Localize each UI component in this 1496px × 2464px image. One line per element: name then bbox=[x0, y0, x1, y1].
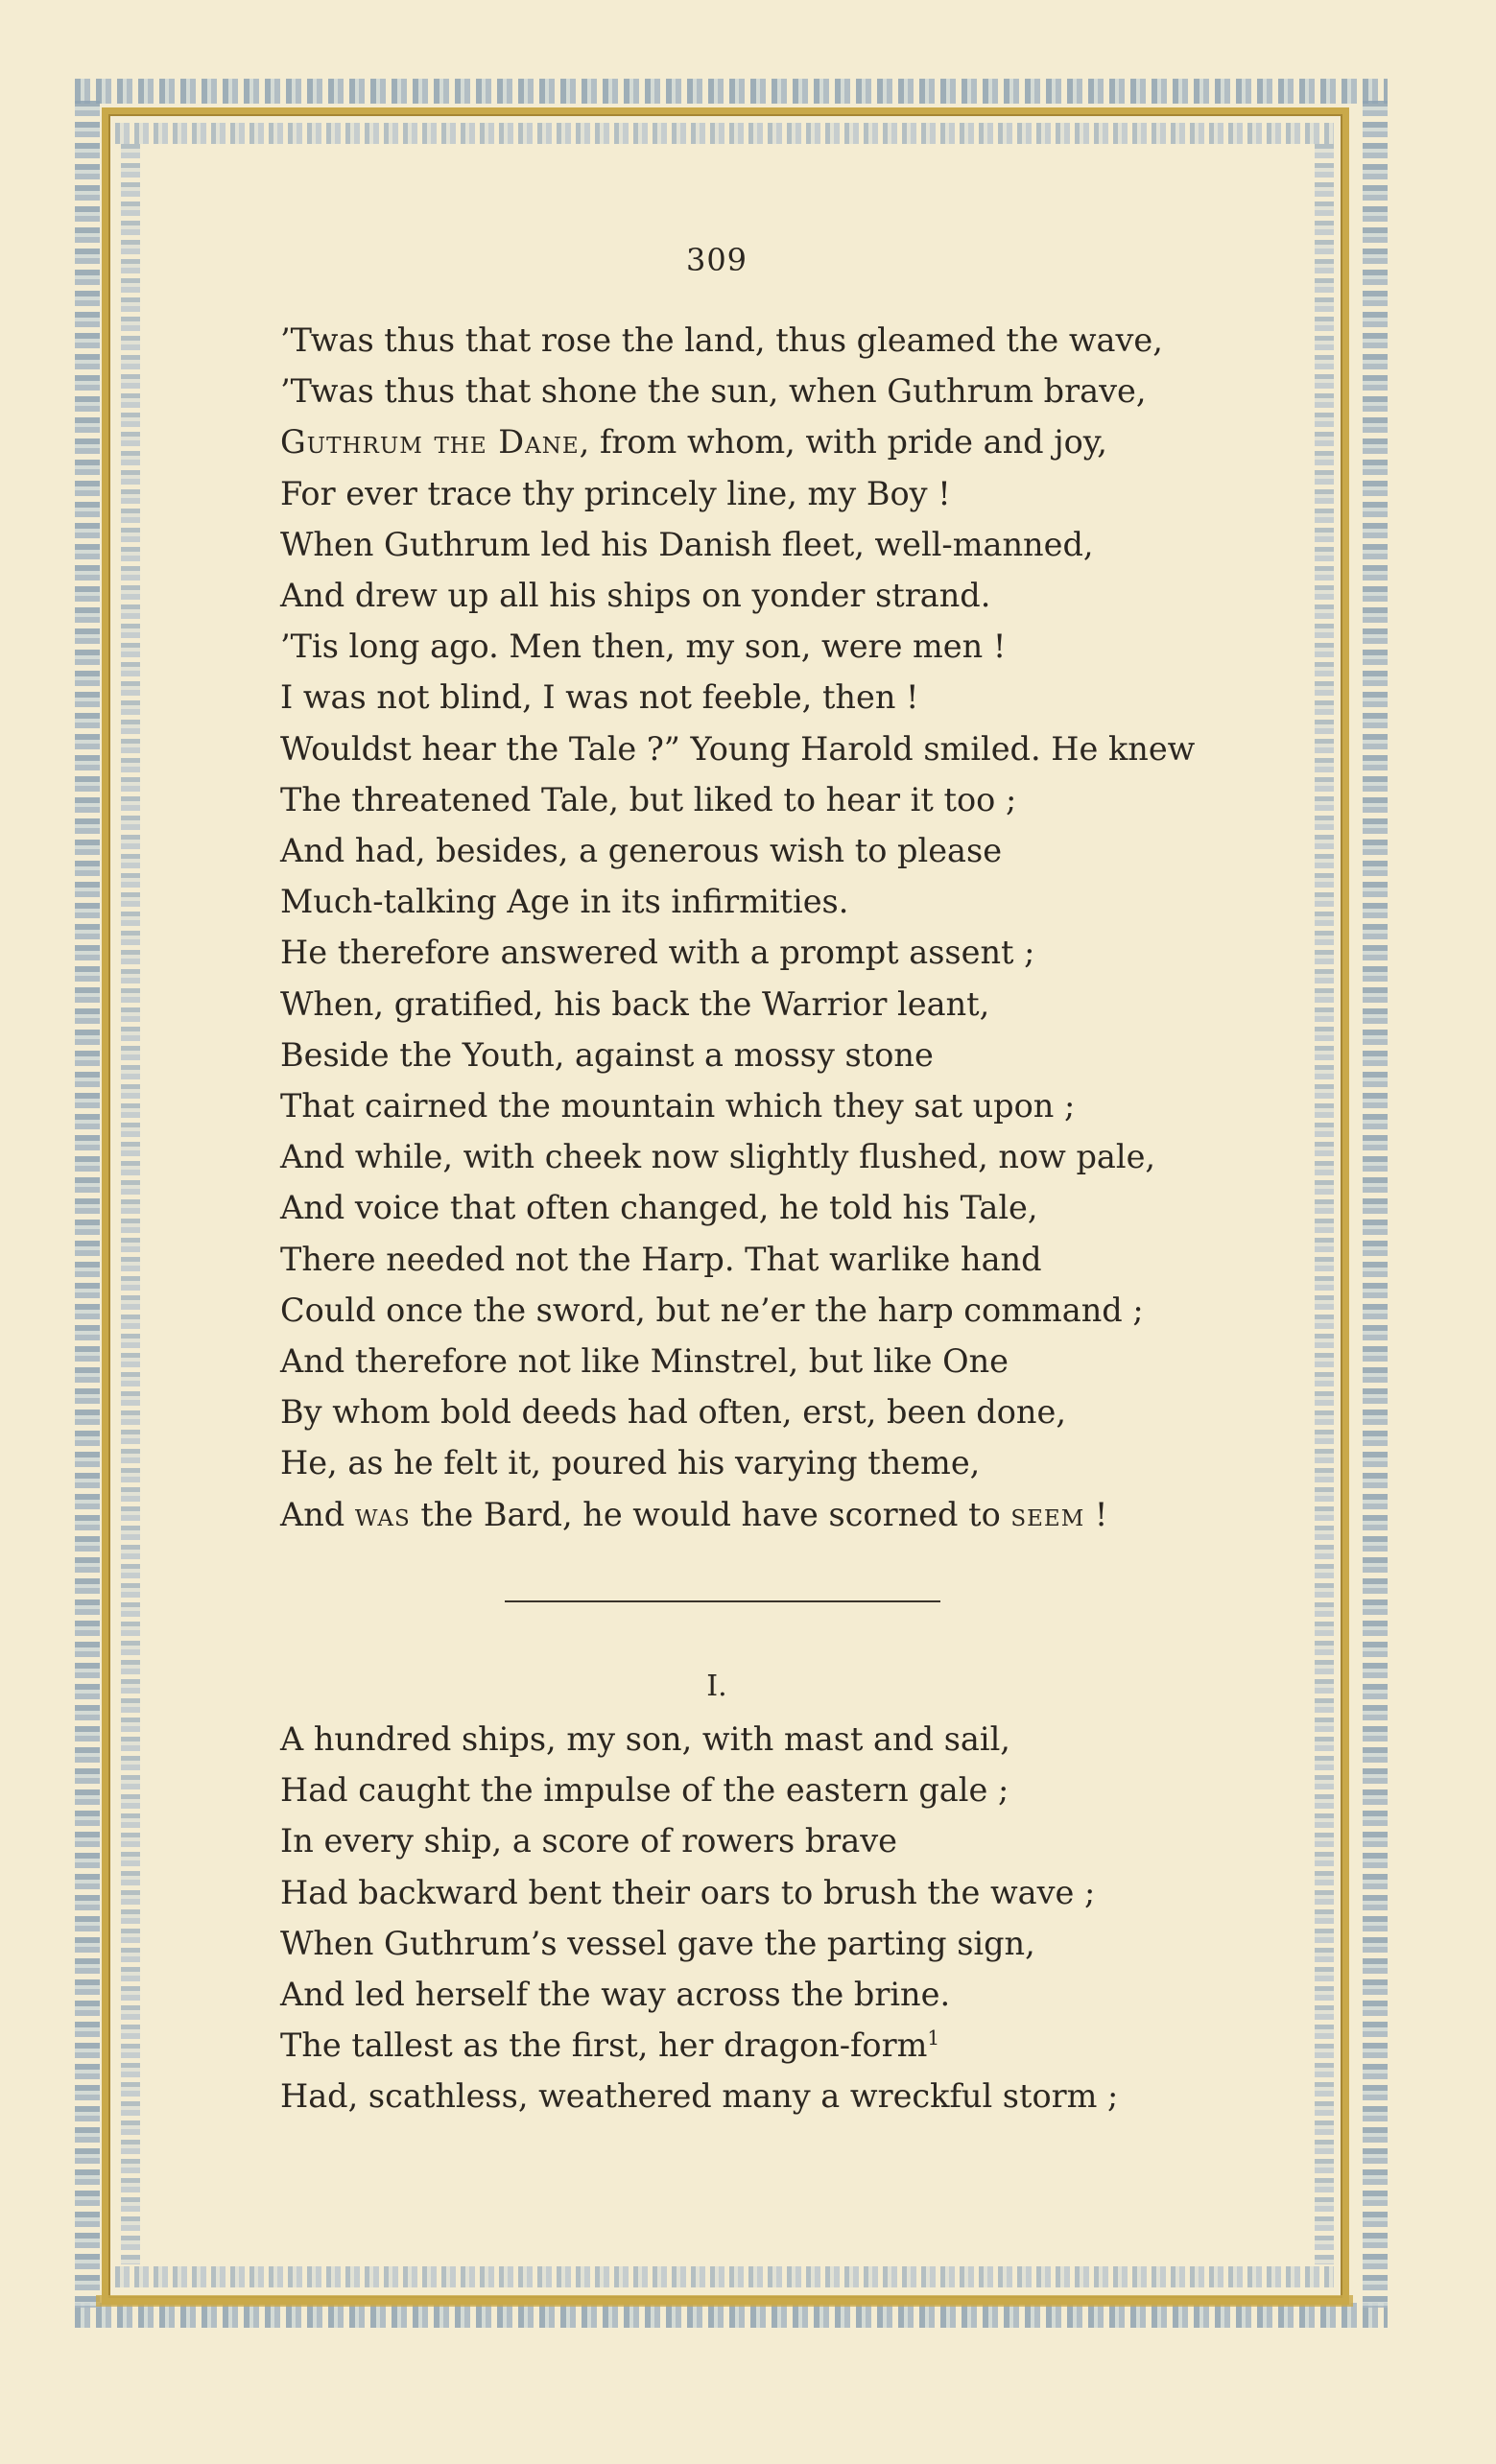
verse-line: That cairned the mountain which they sat upon ; bbox=[280, 1087, 1076, 1125]
verse-line: And drew up all his ships on yonder strand. bbox=[280, 577, 991, 615]
page-number: 309 bbox=[685, 242, 748, 278]
verse-line: And voice that often changed, he told his Tale, bbox=[280, 1189, 1038, 1227]
verse-line: There needed not the Harp. That warlike hand bbox=[280, 1240, 1042, 1278]
verse-line: Had caught the impulse of the eastern gale ; bbox=[280, 1771, 1009, 1810]
verse-line: The threatened Tale, but liked to hear it too ; bbox=[280, 780, 1017, 818]
small-caps-name: Guthrum the Dane bbox=[280, 423, 580, 462]
verse-line: ’Tis long ago. Men then, my son, were men ! bbox=[280, 628, 1007, 666]
verse-line: Beside the Youth, against a mossy stone bbox=[280, 1035, 934, 1074]
inner-ornament-left bbox=[121, 144, 140, 2264]
intro-stanza bbox=[280, 315, 1240, 1540]
verse-line: When Guthrum’s vessel gave the parting sign, bbox=[280, 1924, 1035, 1962]
outer-ornament-right bbox=[1363, 101, 1388, 2308]
verse-line: He, as he felt it, poured his varying theme, bbox=[280, 1444, 981, 1482]
verse-line: And therefore not like Minstrel, but like One bbox=[280, 1342, 1009, 1381]
verse-line: And had, besides, a generous wish to please bbox=[280, 832, 1003, 870]
outer-ornament-top bbox=[75, 79, 1388, 104]
verse-line: By whom bold deeds had often, erst, been done, bbox=[280, 1393, 1066, 1432]
verse-line: For ever trace thy princely line, my Boy ! bbox=[280, 474, 951, 512]
verse-line: And while, with cheek now slightly flushed, now pale, bbox=[280, 1138, 1156, 1176]
verse-line: Wouldst hear the Tale ?” Young Harold smiled. He knew bbox=[280, 729, 1196, 768]
verse-line: ’Twas thus that rose the land, thus gleamed the wave, bbox=[280, 321, 1163, 359]
verse-line: Had, scathless, weathered many a wreckful storm ; bbox=[280, 2077, 1119, 2116]
verse-line: When Guthrum led his Danish fleet, well-manned, bbox=[280, 525, 1094, 563]
verse-line: Much-talking Age in its infirmities. bbox=[280, 883, 849, 921]
verse-line: The tallest as the first, her dragon-form$^1$ bbox=[280, 2026, 940, 2065]
small-caps-word: was bbox=[354, 1495, 411, 1533]
inner-ornament-right bbox=[1315, 144, 1334, 2264]
section-divider bbox=[505, 1600, 940, 1602]
small-caps-word: seem bbox=[1010, 1495, 1085, 1533]
section-number: I. bbox=[706, 1670, 727, 1703]
verse-line: And was the Bard, he would have scorned to seem ! bbox=[280, 1495, 1108, 1533]
outer-ornament-left bbox=[75, 101, 100, 2308]
verse-line: A hundred ships, my son, with mast and sail, bbox=[280, 1720, 1010, 1758]
verse-line: Could once the sword, but ne’er the harp command ; bbox=[280, 1291, 1144, 1329]
verse-line: Guthrum the Dane, from whom, with pride and joy, bbox=[280, 423, 1107, 462]
inner-ornament-top bbox=[115, 123, 1334, 144]
verse-line: When, gratified, his back the Warrior leant, bbox=[280, 984, 990, 1023]
bottom-gold-band bbox=[96, 2295, 1353, 2307]
verse-line: And led herself the way across the brine. bbox=[280, 1976, 951, 2014]
verse-line: He therefore answered with a prompt assent ; bbox=[280, 934, 1035, 972]
verse-line: Had backward bent their oars to brush the wave ; bbox=[280, 1873, 1096, 1911]
inner-ornament-bottom bbox=[115, 2266, 1334, 2287]
verse-line: I was not blind, I was not feeble, then ! bbox=[280, 678, 919, 717]
part-one-stanza bbox=[280, 1714, 1240, 2122]
verse-line: In every ship, a score of rowers brave bbox=[280, 1822, 898, 1860]
verse-line: ’Twas thus that shone the sun, when Guthrum brave, bbox=[280, 372, 1147, 411]
footnote-marker: 1 bbox=[927, 2026, 940, 2050]
